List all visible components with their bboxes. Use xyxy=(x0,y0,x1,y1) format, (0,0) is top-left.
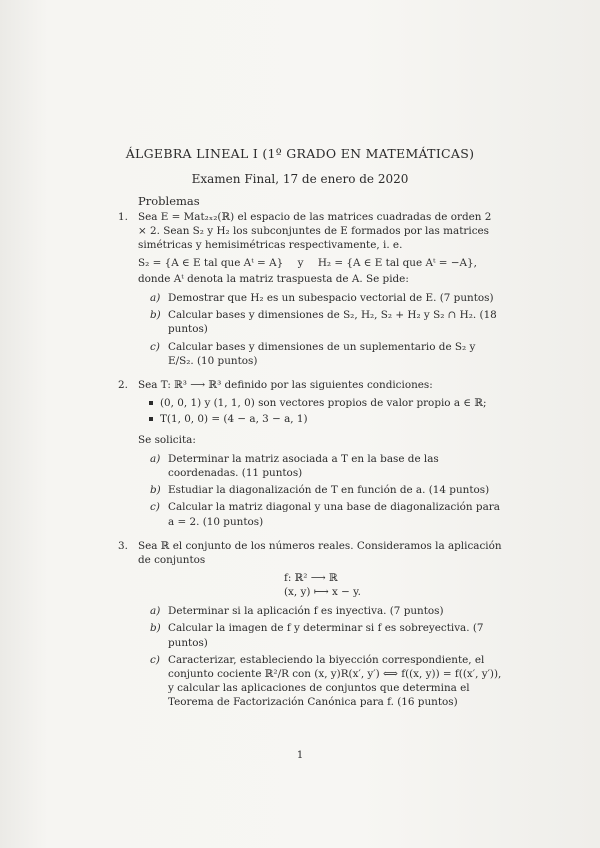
subquestion xyxy=(138,500,503,528)
problem-statement: Sea E = Mat₂ₓ₂(ℝ) el espacio de las matrices cuadradas de orden 2 × 2. Sean S₂ y H₂ los subconjuntes de E formados por las matrices simétricas y hemisimétricas respectivamente, i. e. xyxy=(138,211,492,252)
problem-1 xyxy=(118,210,503,368)
subquestion-label: b) xyxy=(150,309,161,322)
subquestions xyxy=(138,604,503,709)
subquestion xyxy=(138,291,503,305)
subquestion-text: Estudiar la diagonalización de T en función de a. (14 puntos) xyxy=(168,484,490,497)
subquestion xyxy=(138,621,503,649)
subquestion xyxy=(138,483,503,497)
map-rule: (x, y) ⟼ x − y. xyxy=(284,586,361,599)
subquestion xyxy=(138,653,503,710)
set-definitions xyxy=(138,256,503,270)
subquestion xyxy=(138,452,503,480)
subquestion-text: Determinar la matriz asociada a T en la base de las coordenadas. (11 puntos) xyxy=(168,452,439,480)
section-heading: Problemas xyxy=(138,194,200,208)
equation-separator: y xyxy=(297,256,304,269)
problem-number: 2. xyxy=(118,379,128,392)
subquestion xyxy=(138,308,503,336)
equation-h2: H₂ = {A ∈ E tal que Aᵗ = −A}, xyxy=(317,256,477,269)
problem-number: 3. xyxy=(118,539,128,552)
problem-prompt: Se solicita: xyxy=(138,433,196,446)
subquestion-text: Calcular bases y dimensiones de un suplementario de S₂ y E/S₂. (10 puntos) xyxy=(168,340,476,367)
problem-number: 1. xyxy=(118,211,128,223)
subquestion-label: a) xyxy=(150,452,161,465)
problem-statement: Sea ℝ el conjunto de los números reales. Consideramos la aplicación de conjuntos xyxy=(138,539,502,567)
subquestion-label: a) xyxy=(150,292,161,305)
subquestion-text: Caracterizar, estableciendo la biyección correspondiente, el conjunto cociente ℝ²/R con (x, y)R(x′, y′) ⟺ f((x, y)) = f((x′, y′)), y calcular las aplicaciones de conjuntos que determina el Teorema de Factorización Canónica para f. (16 puntos) xyxy=(168,653,502,709)
subquestion-text: Determinar si la aplicación f es inyectiva. (7 puntos) xyxy=(168,605,444,618)
subquestion-label: c) xyxy=(150,501,160,514)
subquestions xyxy=(138,452,503,529)
subquestion-label: b) xyxy=(150,484,161,497)
problem-note: donde Aᵗ denota la matriz traspuesta de A. Se pide: xyxy=(138,272,409,285)
map-signature: f: ℝ² ⟶ ℝ xyxy=(284,572,338,585)
page-number: 1 xyxy=(296,750,304,761)
subquestion-label: c) xyxy=(150,340,160,353)
subquestions xyxy=(138,291,503,368)
problem-2 xyxy=(118,378,503,529)
exam-subtitle: Examen Final, 17 de enero de 2020 xyxy=(191,172,409,186)
condition-item: (0, 0, 1) y (1, 1, 0) son vectores propios de valor propio a ∈ ℝ; xyxy=(138,396,503,410)
subquestion-label: c) xyxy=(150,653,160,666)
subquestion xyxy=(138,340,503,368)
problem-3 xyxy=(118,539,503,710)
subquestion-text: Calcular la imagen de f y determinar si f es sobreyectiva. (7 puntos) xyxy=(168,622,484,649)
subquestion-text: Demostrar que H₂ es un subespacio vectorial de E. (7 puntos) xyxy=(168,292,494,305)
subquestion-text: Calcular la matriz diagonal y una base de diagonalización para a = 2. (10 puntos) xyxy=(168,501,500,528)
condition-item: T(1, 0, 0) = (4 − a, 3 − a, 1) xyxy=(138,412,503,426)
subquestion-text: Calcular bases y dimensiones de S₂, H₂, S₂ + H₂ y S₂ ∩ H₂. (18 puntos) xyxy=(168,309,497,336)
problem-statement: Sea T: ℝ³ ⟶ ℝ³ definido por las siguientes condiciones: xyxy=(138,379,433,392)
exam-title: ÁLGEBRA LINEAL I (1º GRADO EN MATEMÁTICAS) xyxy=(125,146,475,161)
conditions-list xyxy=(138,396,503,426)
map-definition xyxy=(284,571,503,599)
problems-list xyxy=(118,210,503,720)
subquestion xyxy=(138,604,503,618)
equation-s2: S₂ = {A ∈ E tal que Aᵗ = A} xyxy=(138,256,284,269)
subquestion-label: b) xyxy=(150,622,161,635)
subquestion-label: a) xyxy=(150,605,161,618)
